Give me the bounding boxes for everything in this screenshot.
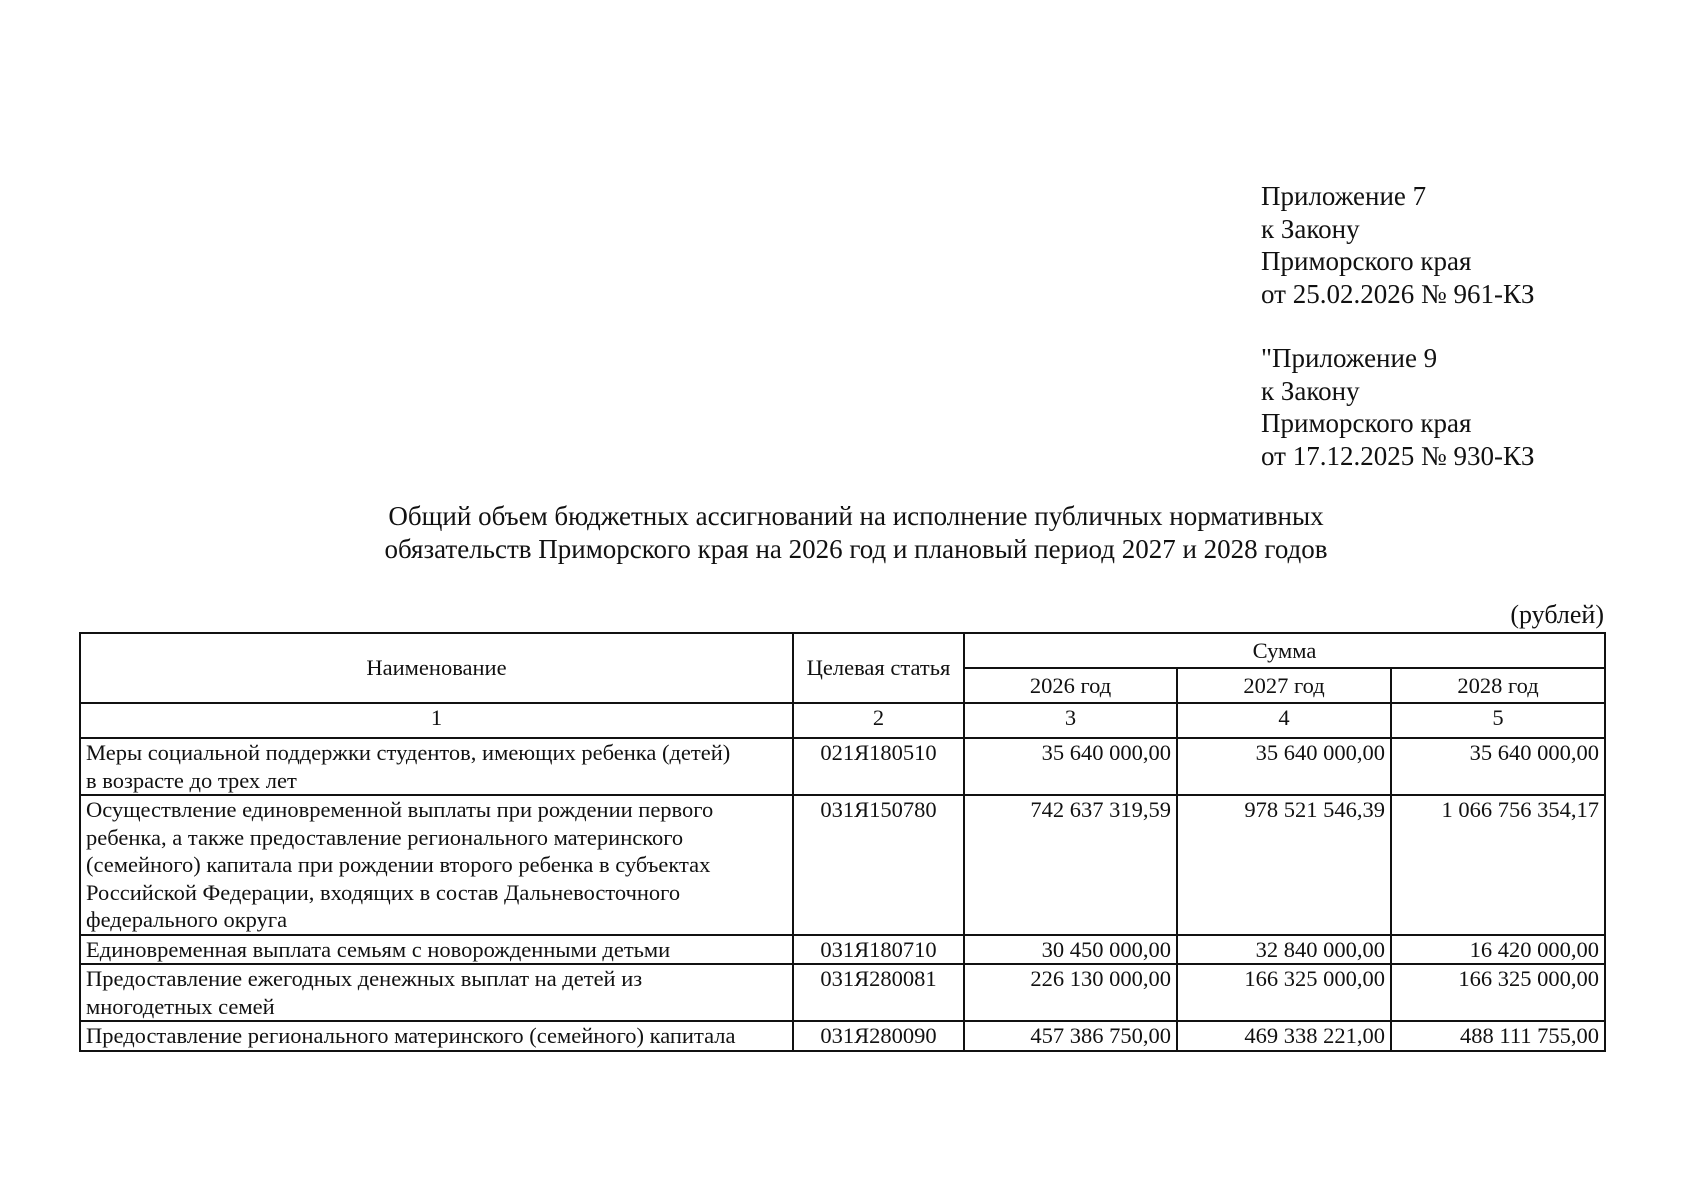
row-amount-2026: 226 130 000,00 <box>964 964 1177 1021</box>
table-row <box>80 935 1605 965</box>
document-title <box>260 500 1452 566</box>
appendix-current-line: к Закону <box>1261 213 1360 244</box>
row-name-line: Российской Федерации, входящих в состав Дальневосточного <box>86 879 681 905</box>
row-amount-2028: 35 640 000,00 <box>1391 738 1605 795</box>
header-code: Целевая статья <box>793 633 964 703</box>
row-name-line: Осуществление единовременной выплаты при рождении первого <box>86 797 714 822</box>
row-name-line: Предоставление ежегодных денежных выплат на детей из <box>86 966 643 991</box>
column-number: 5 <box>1391 703 1605 738</box>
appendix-current-line: Приложение 7 <box>1261 181 1427 211</box>
row-amount-2027: 166 325 000,00 <box>1177 964 1391 1021</box>
row-amount-2027: 35 640 000,00 <box>1177 738 1391 795</box>
row-code-cell: 031Я280090 <box>793 1021 964 1051</box>
document-title-line: обязательств Приморского края на 2026 год и плановый период 2027 и 2028 годов <box>384 534 1328 564</box>
row-name-line: ребенка, а также предоставление регионального материнского <box>86 824 684 850</box>
document-title-line: Общий объем бюджетных ассигнований на исполнение публичных нормативных <box>388 501 1324 531</box>
header-name: Наименование <box>80 633 793 703</box>
row-amount-2026: 742 637 319,59 <box>964 795 1177 935</box>
column-number: 3 <box>964 703 1177 738</box>
row-name-cell <box>80 1021 793 1051</box>
row-name-line: Единовременная выплата семьям с новорожденными детьми <box>86 936 671 962</box>
row-amount-2028: 16 420 000,00 <box>1391 935 1605 965</box>
row-code-cell: 031Я150780 <box>793 795 964 935</box>
row-code-cell: 031Я280081 <box>793 964 964 1021</box>
header-sum: Сумма <box>964 633 1605 668</box>
row-name-cell <box>80 964 793 1021</box>
appendix-original-line: от 17.12.2025 № 930-КЗ <box>1261 440 1535 471</box>
row-amount-2028: 1 066 756 354,17 <box>1391 795 1605 935</box>
table-row <box>80 964 1605 1021</box>
header-year-2026: 2026 год <box>964 668 1177 703</box>
row-name-line: в возрасте до трех лет <box>86 767 297 793</box>
row-name-cell <box>80 738 793 795</box>
row-code-cell: 021Я180510 <box>793 738 964 795</box>
column-number: 2 <box>793 703 964 738</box>
row-name-cell <box>80 795 793 935</box>
header-year-2027: 2027 год <box>1177 668 1391 703</box>
row-name-line: (семейного) капитала при рождении второго ребенка в субъектах <box>86 852 711 877</box>
row-amount-2028: 166 325 000,00 <box>1391 964 1605 1021</box>
budget-table <box>79 632 1606 1052</box>
column-number: 4 <box>1177 703 1391 738</box>
appendix-current-block <box>1261 180 1534 310</box>
appendix-original-block <box>1261 342 1534 472</box>
row-amount-2026: 457 386 750,00 <box>964 1021 1177 1051</box>
header-year-2028: 2028 год <box>1391 668 1605 703</box>
row-amount-2026: 35 640 000,00 <box>964 738 1177 795</box>
appendix-current-line: от 25.02.2026 № 961-КЗ <box>1261 278 1535 309</box>
table-row <box>80 738 1605 795</box>
appendix-original-line: к Закону <box>1261 375 1360 406</box>
column-number-row <box>80 703 1605 738</box>
row-amount-2027: 32 840 000,00 <box>1177 935 1391 965</box>
row-amount-2027: 978 521 546,39 <box>1177 795 1391 935</box>
row-name-cell <box>80 935 793 965</box>
column-number: 1 <box>80 703 793 738</box>
unit-label: (рублей) <box>1510 600 1604 629</box>
row-name-line: многодетных семей <box>86 993 275 1019</box>
row-amount-2026: 30 450 000,00 <box>964 935 1177 965</box>
appendix-original-line: Приморского края <box>1261 408 1472 438</box>
row-name-line: Предоставление регионального материнского (семейного) капитала <box>86 1023 736 1048</box>
appendix-current-line: Приморского края <box>1261 246 1472 276</box>
row-amount-2027: 469 338 221,00 <box>1177 1021 1391 1051</box>
row-name-line: федерального округа <box>86 907 288 932</box>
row-amount-2028: 488 111 755,00 <box>1391 1021 1605 1051</box>
row-code-cell: 031Я180710 <box>793 935 964 965</box>
table-row <box>80 795 1605 935</box>
appendix-original-line: "Приложение 9 <box>1261 343 1438 373</box>
row-name-line: Меры социальной поддержки студентов, имеющих ребенка (детей) <box>86 740 731 765</box>
table-row <box>80 1021 1605 1051</box>
